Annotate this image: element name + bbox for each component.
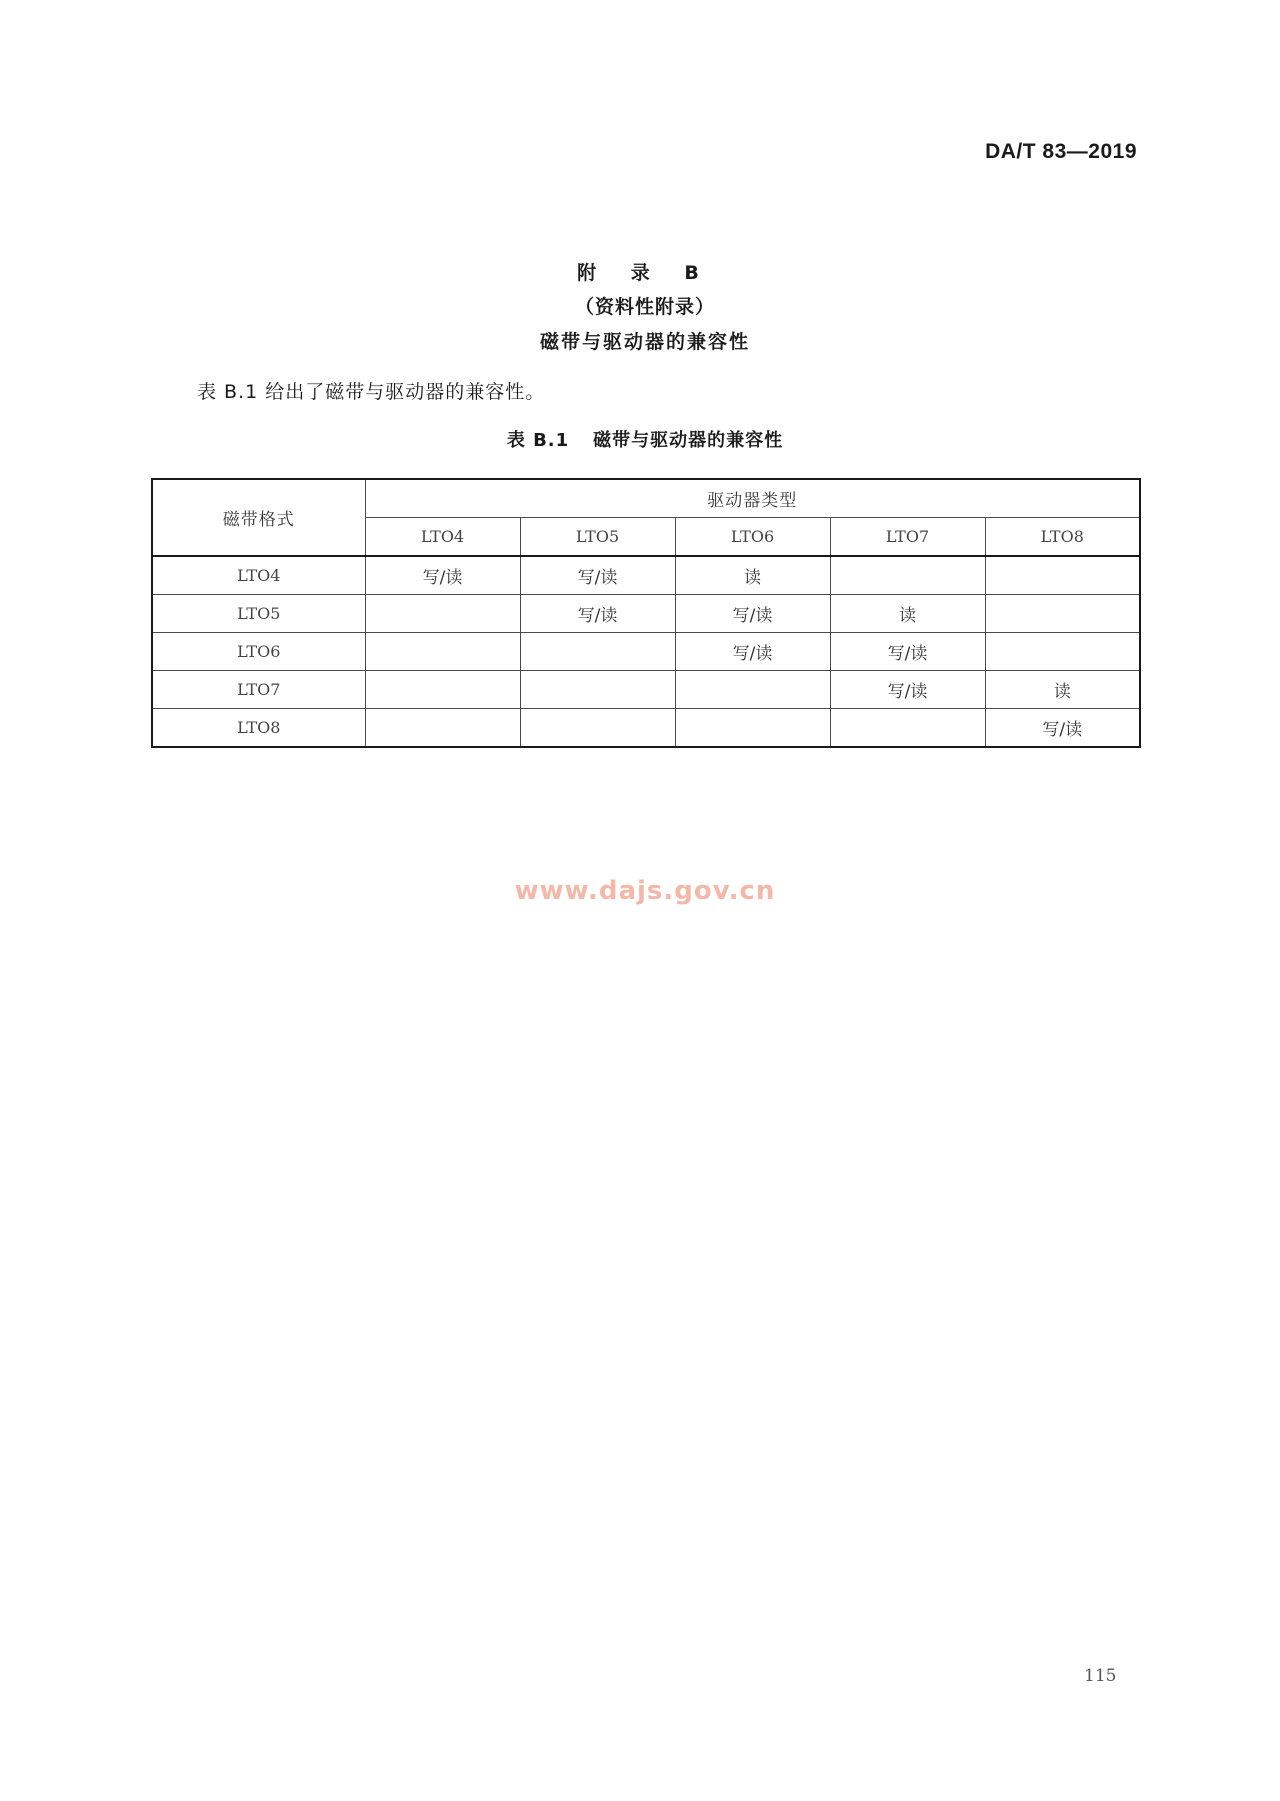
compat-cell: 读 (675, 556, 830, 595)
drive-column-header: LTO6 (675, 518, 830, 557)
compat-cell: 读 (830, 595, 985, 633)
compat-cell (365, 595, 520, 633)
format-column-header: 磁带格式 (152, 479, 365, 556)
compat-cell: 写/读 (365, 556, 520, 595)
standard-code: DA/T 83—2019 (985, 140, 1137, 163)
table-row (152, 671, 1140, 709)
watermark-url: www.dajs.gov.cn (514, 876, 776, 906)
compat-cell: 写/读 (675, 595, 830, 633)
table-caption-number: 表 B.1 (506, 430, 570, 451)
compat-cell (675, 671, 830, 709)
compat-cell: 写/读 (830, 633, 985, 671)
compat-cell: 写/读 (520, 556, 675, 595)
compat-cell: 读 (985, 671, 1140, 709)
compat-cell (520, 671, 675, 709)
format-cell: LTO8 (152, 709, 365, 748)
drive-column-header: LTO4 (365, 518, 520, 557)
compat-cell (985, 633, 1140, 671)
compat-cell: 写/读 (985, 709, 1140, 748)
table-row (152, 709, 1140, 748)
compat-cell (520, 633, 675, 671)
annex-title: 附 录 B (577, 262, 713, 284)
table-row (152, 595, 1140, 633)
compat-cell (365, 709, 520, 748)
compat-cell (985, 556, 1140, 595)
format-cell: LTO4 (152, 556, 365, 595)
compat-cell (985, 595, 1140, 633)
compat-cell (365, 671, 520, 709)
intro-paragraph: 表 B.1 给出了磁带与驱动器的兼容性。 (197, 381, 546, 403)
table-row (152, 556, 1140, 595)
compat-cell: 写/读 (520, 595, 675, 633)
page-number: 115 (1084, 1666, 1117, 1686)
compat-cell (675, 709, 830, 748)
compat-cell (830, 556, 985, 595)
format-cell: LTO6 (152, 633, 365, 671)
format-cell: LTO5 (152, 595, 365, 633)
compatibility-table (151, 478, 1141, 748)
table-caption-title: 磁带与驱动器的兼容性 (593, 430, 784, 451)
annex-subject: 磁带与驱动器的兼容性 (539, 331, 750, 353)
compat-cell: 写/读 (830, 671, 985, 709)
compat-cell: 写/读 (675, 633, 830, 671)
table-caption (0, 426, 1280, 452)
format-cell: LTO7 (152, 671, 365, 709)
drive-type-header: 驱动器类型 (365, 479, 1140, 518)
compat-cell (830, 709, 985, 748)
drive-column-header: LTO8 (985, 518, 1140, 557)
compat-cell (365, 633, 520, 671)
drive-column-header: LTO5 (520, 518, 675, 557)
table-row (152, 633, 1140, 671)
compat-cell (520, 709, 675, 748)
annex-type: （资料性附录） (574, 296, 715, 318)
drive-column-header: LTO7 (830, 518, 985, 557)
